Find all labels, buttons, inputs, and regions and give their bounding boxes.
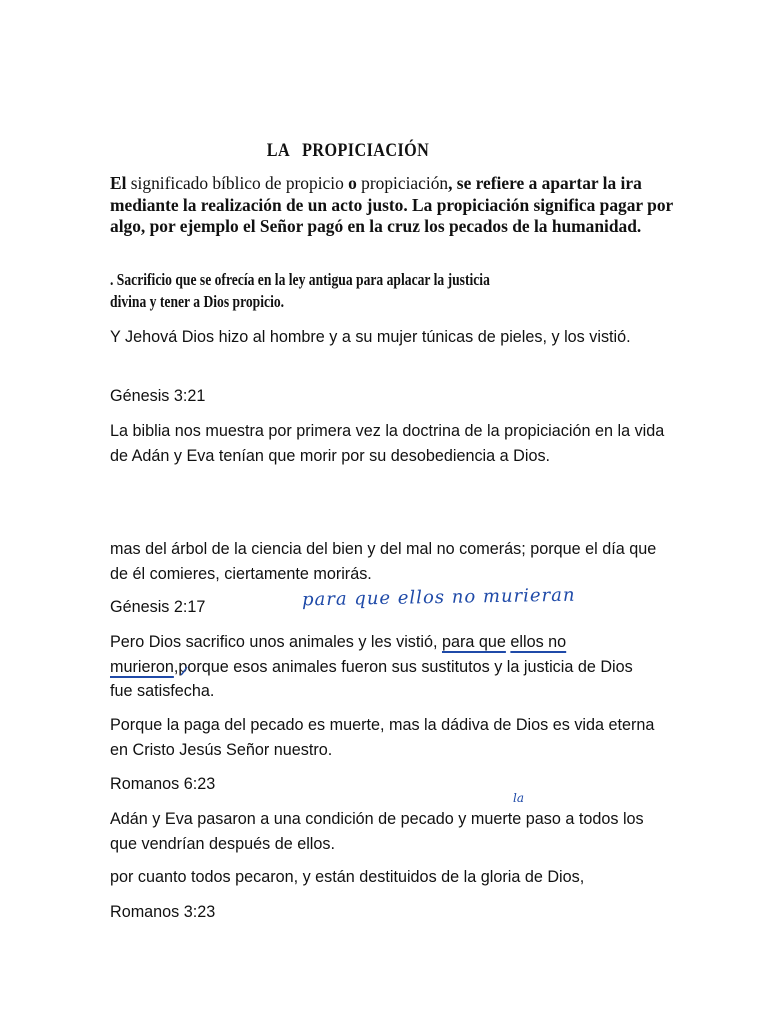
paragraph-4 [110,630,655,704]
intro-part5: , se refiere a apartar la ira mediante la realización de un acto justo. La propiciación significa pagar por algo, por ejemplo el Señor pagó en la cruz los pecados de la humanidad. [110,173,673,236]
paragraph-6: Adán y Eva pasaron a una condición de pecado y muerte paso a todos los que vendrían después de ellos. [110,810,644,853]
paragraph-7: por cuanto todos pecaron, y están destituidos de la gloria de Dios, [110,868,585,886]
p4-part3: ,porque esos animales fueron sus sustitutos y la justicia de Dios fue satisfecha. [110,657,633,700]
intro-part4: propiciación [356,173,449,193]
intro-part1: El [110,173,127,193]
ink-hook-mark [180,666,190,676]
intro-paragraph [110,173,690,238]
paragraph-5: Porque la paga del pecado es muerte, mas la dádiva de Dios es vida eterna en Cristo Jesús Señor nuestro. [110,716,655,759]
paragraph-2: La biblia nos muestra por primera vez la doctrina de la propiciación en la vida de Adán y Eva tenían que morir por su desobediencia a Dios. [110,422,665,465]
paragraph-3: mas del árbol de la ciencia del bien y del mal no comerás; porque el día que de él comieres, ciertamente morirás. [110,540,657,583]
handwritten-note-1: para que ellos no murieran [301,584,576,611]
definition-line2: divina y tener a Dios propicio. [110,292,285,311]
p4-underlined-1: para que [441,633,506,651]
intro-part3: o [348,173,357,193]
definition-paragraph [110,269,750,313]
p4-underlined-2: ellos no murieron [110,633,567,676]
paragraph-1: Y Jehová Dios hizo al hombre y a su mujer túnicas de pieles, y los vistió. [110,328,631,346]
reference-2: Génesis 2:17 [110,598,206,616]
handwritten-note-2: la [513,791,524,805]
p4-part1: Pero Dios sacrifico unos animales y les vistió, [110,633,442,651]
intro-part2: significado bíblico de propicio [126,173,349,193]
reference-1: Génesis 3:21 [110,387,206,405]
reference-3: Romanos 6:23 [110,775,216,793]
reference-4: Romanos 3:23 [110,903,216,921]
document-title: LA PROPICIACIÓN [266,140,430,161]
definition-line1: . Sacrificio que se ofrecía en la ley antigua para aplacar la justicia [110,270,490,289]
